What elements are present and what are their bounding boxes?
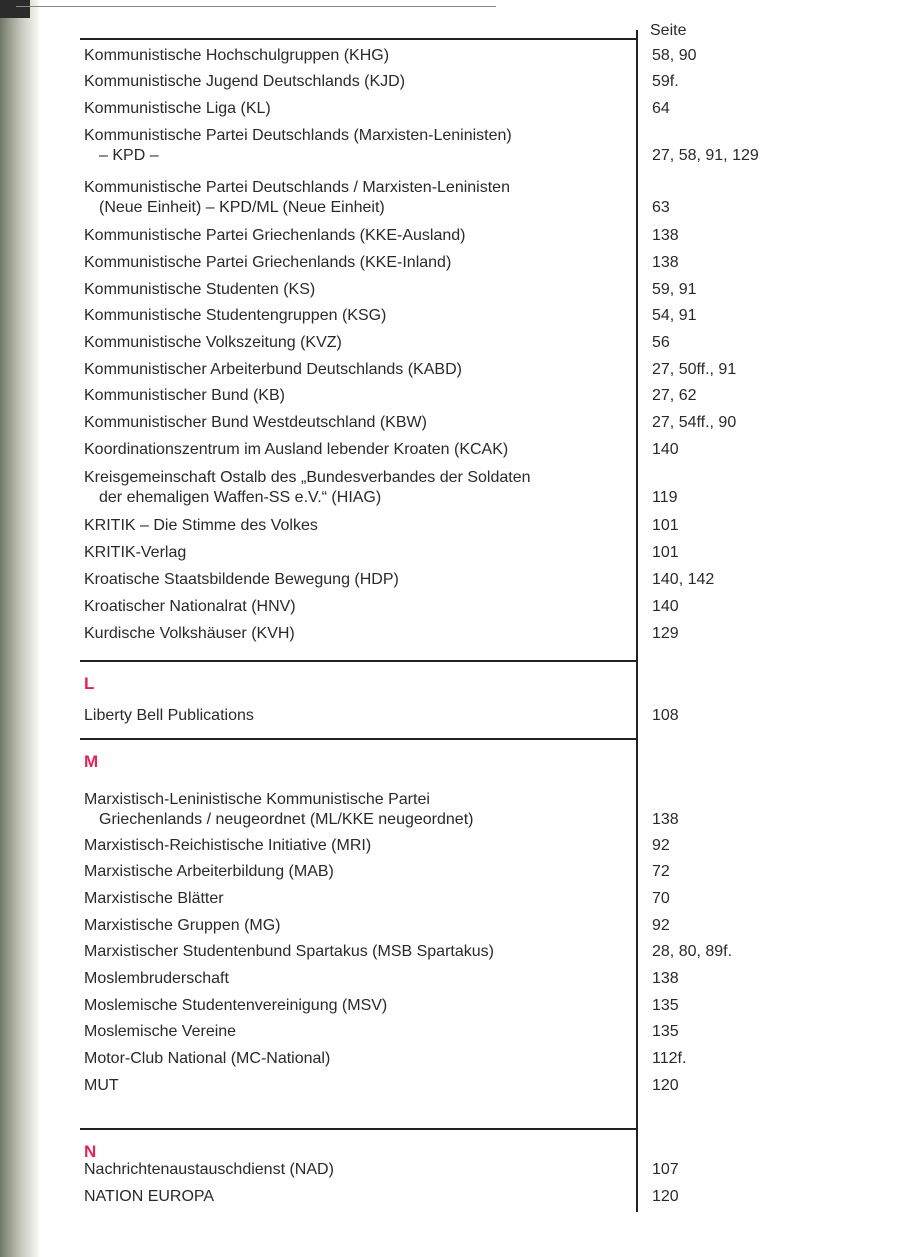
column-header-seite: Seite bbox=[650, 22, 687, 39]
book-binding-edge bbox=[0, 0, 40, 1257]
top-rule bbox=[16, 6, 496, 7]
column-divider bbox=[636, 30, 638, 662]
section-letter-l: L bbox=[84, 674, 95, 693]
column-divider bbox=[636, 660, 638, 740]
column-divider bbox=[636, 1128, 638, 1212]
binding-corner-mark bbox=[0, 0, 30, 18]
section-letter-m: M bbox=[84, 752, 99, 771]
section-letter-n: N bbox=[84, 1142, 97, 1161]
section-rule-n bbox=[80, 1128, 638, 1130]
column-divider bbox=[636, 738, 638, 1130]
header-rule bbox=[80, 38, 638, 40]
section-rule-m bbox=[80, 738, 638, 740]
section-rule-l bbox=[80, 660, 638, 662]
